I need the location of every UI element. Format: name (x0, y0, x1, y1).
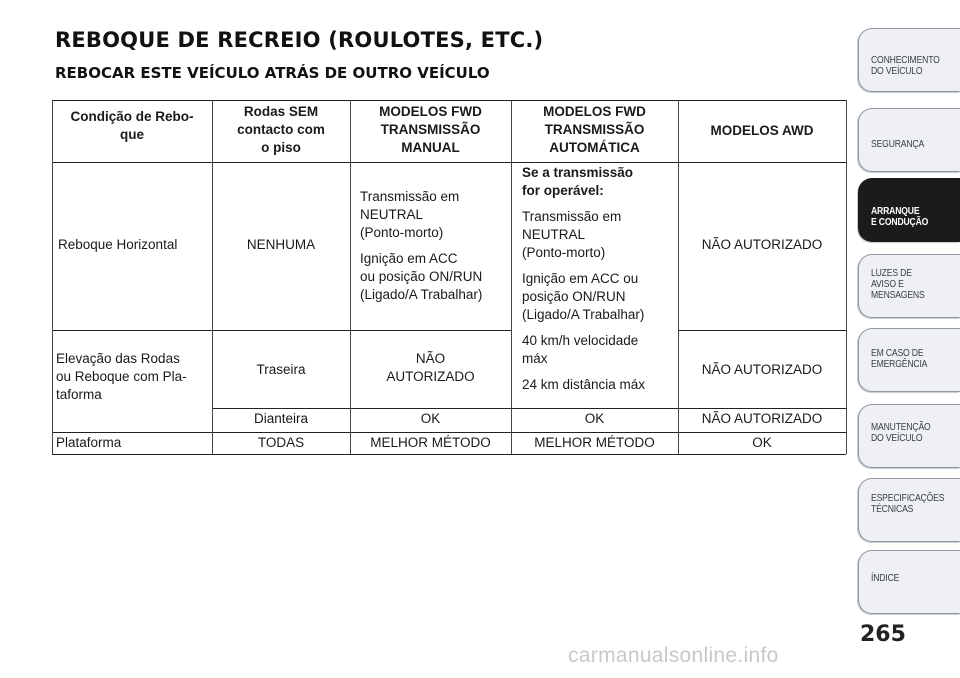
table-rule-row1 (52, 330, 511, 331)
table-rule-row2 (212, 408, 846, 409)
cell-platform-manual: MELHOR MÉTODO (370, 435, 491, 450)
table-rule-header (52, 162, 846, 163)
auto-neutral-text: Transmissão em NEUTRAL (Ponto-morto) (522, 209, 622, 260)
cell-automatic-span (522, 164, 676, 394)
cell-horizontal-awd: NÃO AUTORIZADO (701, 237, 823, 252)
cell-platform-awd: OK (752, 435, 772, 450)
tab-label: ÍNDICE (871, 572, 900, 584)
auto-speed-text: 40 km/h velocidade máx (522, 333, 639, 366)
header-condition: Condição de Rebo- que (70, 109, 194, 142)
auto-condition-text: Se a transmissão for operável: (522, 165, 634, 198)
tab-label: MANUTENÇÃO DO VEÍCULO (871, 421, 931, 444)
page-number: 265 (860, 622, 906, 647)
tab-label: EM CASO DE EMERGÊNCIA (871, 347, 928, 370)
cell-lift-front-manual: OK (420, 411, 441, 426)
header-awd: MODELOS AWD (710, 123, 814, 138)
section-title: REBOQUE DE RECREIO (ROULOTES, ETC.) (55, 28, 544, 52)
tab-label: ESPECIFICAÇÕES TÉCNICAS (871, 492, 945, 515)
cell-lift-rear-manual: NÃO AUTORIZADO (386, 351, 475, 384)
cell-lift-front-auto: OK (584, 411, 605, 426)
tab-label: LUZES DE AVISO E MENSAGENS (871, 267, 925, 301)
header-fwd-automatic: MODELOS FWD TRANSMISSÃO AUTOMÁTICA (543, 104, 646, 155)
tab-indice[interactable] (858, 550, 960, 614)
towing-table (52, 100, 846, 454)
tab-conhecimento[interactable] (858, 28, 960, 92)
tab-especificacoes[interactable] (858, 478, 960, 542)
table-rule-bottom (52, 454, 846, 455)
header-wheels: Rodas SEM contacto com o piso (237, 104, 325, 155)
tab-label: SEGURANÇA (871, 138, 925, 150)
manual-neutral-text: Transmissão em NEUTRAL (Ponto-morto) (360, 189, 460, 240)
cell-horizontal-wheels: NENHUMA (246, 237, 316, 252)
tab-seguranca[interactable] (858, 108, 960, 172)
header-fwd-manual: MODELOS FWD TRANSMISSÃO MANUAL (379, 104, 482, 155)
manual-ignition-text: Ignição em ACC ou posição ON/RUN (Ligado/A Trabalhar) (360, 251, 483, 302)
auto-distance-text: 24 km distância máx (522, 377, 646, 392)
table-rule-top (52, 100, 846, 101)
table-vline-5 (846, 100, 847, 454)
tab-label: CONHECIMENTO DO VEÍCULO (871, 54, 940, 77)
cell-lift-rear-wheels: Traseira (256, 362, 306, 377)
cell-lift-condition: Elevação das Rodas ou Reboque com Pla- taforma (56, 351, 187, 402)
tab-emergencia[interactable] (858, 328, 960, 392)
tab-manutencao[interactable] (858, 404, 960, 468)
auto-ignition-text: Ignição em ACC ou posição ON/RUN (Ligado/A Trabalhar) (522, 271, 645, 322)
cell-lift-front-wheels: Dianteira (253, 411, 309, 426)
tab-luzes[interactable] (858, 254, 960, 318)
watermark: carmanualsonline.info (568, 644, 779, 667)
cell-lift-rear-awd: NÃO AUTORIZADO (701, 362, 823, 377)
table-rule-row3 (52, 432, 846, 433)
cell-platform-auto: MELHOR MÉTODO (534, 435, 655, 450)
tab-label: ARRANQUE E CONDUÇÃO (871, 205, 929, 228)
section-subtitle: REBOCAR ESTE VEÍCULO ATRÁS DE OUTRO VEÍCULO (55, 64, 490, 82)
cell-lift-front-awd: NÃO AUTORIZADO (701, 411, 823, 426)
cell-horizontal-condition: Reboque Horizontal (58, 237, 178, 252)
cell-platform-condition: Plataforma (56, 435, 122, 450)
table-vline-4 (678, 100, 679, 454)
table-vline-0 (52, 100, 53, 454)
cell-horizontal-manual (360, 188, 510, 304)
cell-platform-wheels: TODAS (257, 435, 305, 450)
tab-arranque[interactable] (858, 178, 960, 242)
table-rule-row1-awd (678, 330, 846, 331)
